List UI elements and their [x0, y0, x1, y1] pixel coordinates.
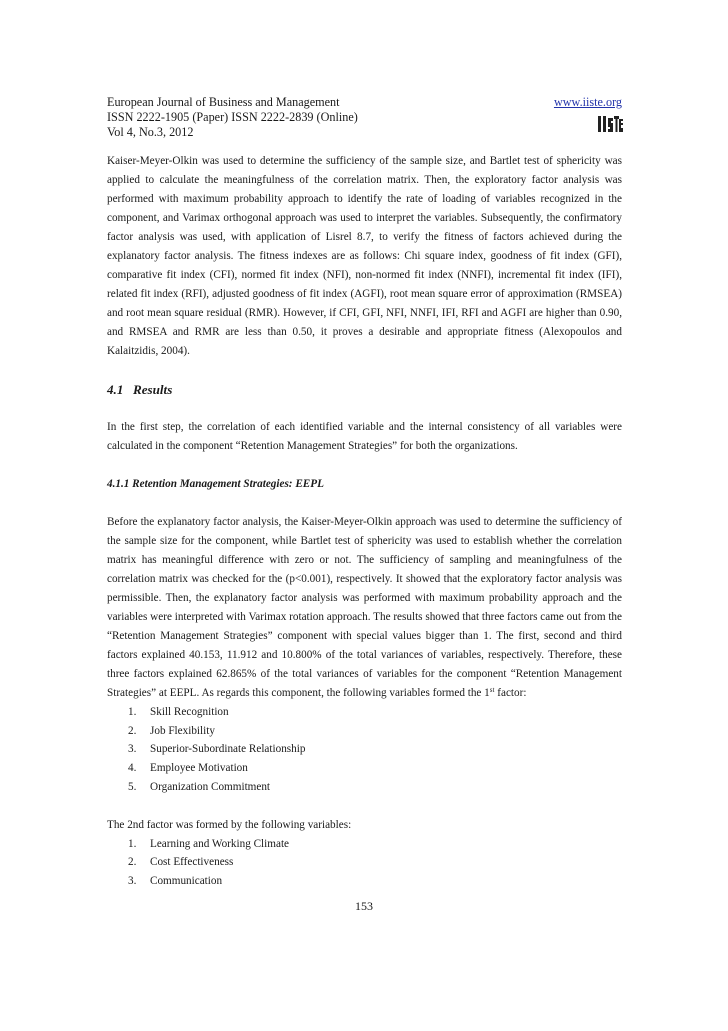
factor1-list: [107, 703, 622, 797]
list-item: 5. Organization Commitment: [128, 780, 271, 793]
list-item: 3. Superior-Subordinate Relationship: [128, 743, 306, 756]
journal-url-link[interactable]: www.iiste.org: [553, 95, 622, 109]
list-item: 2. Job Flexibility: [128, 724, 215, 737]
list-item: 4. Employee Motivation: [128, 762, 248, 775]
main-text: [107, 152, 622, 891]
paragraph-eepl-analysis: Before the explanatory factor analysis, the Kaiser-Meyer-Olkin approach was used to determine the sufficiency of the sample size for the component, while Bartlet test of sphericity was used to establish whether the correlation matrix has meaningful difference with zero or not. The sufficiency of sampling and meaningfulness of the correlation matrix was checked for the (p<0.001), respectively. It showed that the exploratory factor analysis was permissible. Then, the explanatory factor analysis was performed with maximum probability approach and the variables were interpreted with Varimax rotation approach. The results showed that three factors came out from the “Retention Management Strategies” component with special values bigger than 1. The first, second and third factors explained 40.153, 11.912 and 10.800% of the total variances of variables, respectively. Therefore, these three factors explained 62.865% of the total variances of variables for the component “Retention Management Strategies” at EEPL. As regards this component, the following variables formed the 1st factor:: [107, 516, 622, 699]
running-header: [107, 95, 622, 140]
page-number: 153: [355, 899, 373, 913]
iiste-logo-icon: [597, 113, 623, 135]
list-item: 1. Learning and Working Climate: [128, 837, 290, 850]
list-item: 2. Cost Effectiveness: [128, 856, 234, 869]
section-heading-4-1: [107, 380, 622, 399]
factor2-list: [107, 835, 622, 891]
section-number: 4.1: [107, 382, 124, 397]
journal-name: European Journal of Business and Management: [107, 95, 340, 109]
factor2-intro: The 2nd factor was formed by the following variables:: [107, 818, 352, 831]
ordinal-superscript: st: [489, 686, 495, 694]
paragraph-results-intro: In the first step, the correlation of each identified variable and the internal consistency of all variables were calculated in the component “Retention Management Strategies” for both the organizations.: [107, 421, 622, 452]
paragraph-methodology: Kaiser-Meyer-Olkin was used to determine the sufficiency of the sample size, and Bartlet test of sphericity was applied to calculate the meaningfulness of the correlation matrix. Then, the exploratory factor analysis was performed with maximum probability approach to identify the rate of loading of variables recognized in the component, and Varimax orthogonal approach was used to interpret the variables. Subsequently, the confirmatory factor analysis was used, with application of Lisrel 8.7, to verify the fitness of factors achieved during the explanatory factor analysis. The fitness indexes are as follows: Chi square index, goodness of fit index (GFI), comparative fit index (CFI), normed fit index (NFI), non-normed fit index (NNFI), incremental fit index (IFI), related fit index (RFI), adjusted goodness of fit index (AGFI), root mean square error of approximation (RMSEA) and root mean square residual (RMR). However, if CFI, GFI, NFI, NNFI, IFI, RFI and AGFI are higher than 0.90, and RMSEA and RMR are less than 0.50, it proves a desirable and appropriate fitness (Alexopoulos and Kalaitzidis, 2004).: [107, 155, 622, 357]
list-item: 3. Communication: [128, 874, 223, 887]
section-title: Results: [133, 382, 173, 397]
section-heading-4-1-1: 4.1.1 Retention Management Strategies: EEPL: [107, 478, 324, 490]
volume-line: Vol 4, No.3, 2012: [107, 125, 194, 139]
list-item: 1. Skill Recognition: [128, 706, 229, 718]
issn-line: ISSN 2222-1905 (Paper) ISSN 2222-2839 (Online): [107, 110, 358, 124]
